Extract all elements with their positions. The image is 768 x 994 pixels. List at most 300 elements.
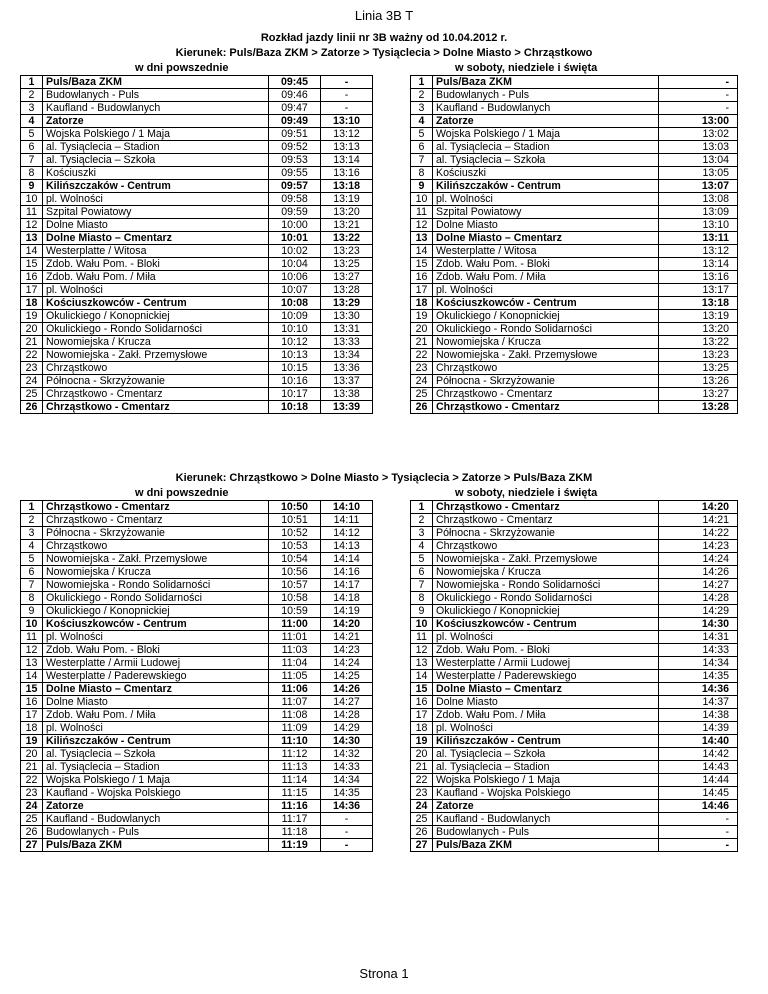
table-row: [21, 115, 738, 128]
stop-name: Szpital Powiatowy: [433, 206, 659, 219]
departure-time: 09:59: [269, 206, 321, 219]
column-gap: [373, 813, 411, 826]
departure-time: 10:53: [269, 540, 321, 553]
table-row: [21, 89, 738, 102]
departure-time: 14:13: [321, 540, 373, 553]
departure-time: 13:09: [659, 206, 738, 219]
column-gap: [373, 362, 411, 375]
stop-name: Westerplatte / Witosa: [43, 245, 269, 258]
column-gap: [373, 709, 411, 722]
table-row: [21, 839, 738, 852]
departure-time: 13:12: [659, 245, 738, 258]
stop-number: 20: [411, 323, 433, 336]
departure-time: 13:02: [659, 128, 738, 141]
departure-time: 10:08: [269, 297, 321, 310]
stop-number: 2: [411, 514, 433, 527]
departure-time: 13:33: [321, 336, 373, 349]
stop-name: Nowomiejska - Zakł. Przemysłowe: [433, 553, 659, 566]
stop-name: Nowomiejska - Zakł. Przemysłowe: [433, 349, 659, 362]
departure-time: 14:26: [321, 683, 373, 696]
stop-name: Chrząstkowo - Cmentarz: [43, 514, 269, 527]
departure-time: 11:05: [269, 670, 321, 683]
departure-time: 13:05: [659, 167, 738, 180]
stop-number: 23: [21, 362, 43, 375]
stop-number: 16: [21, 271, 43, 284]
column-gap: [373, 310, 411, 323]
column-gap: [373, 527, 411, 540]
departure-time: 11:14: [269, 774, 321, 787]
stop-name: Okulickiego / Konopnickiej: [43, 310, 269, 323]
stop-name: Nowomiejska - Zakł. Przemysłowe: [43, 349, 269, 362]
column-gap: [373, 167, 411, 180]
weekday-label-2: w dni powszednie: [135, 487, 229, 499]
stop-name: Kilińszczaków - Centrum: [433, 735, 659, 748]
departure-time: 11:09: [269, 722, 321, 735]
stop-name: Chrząstkowo - Cmentarz: [433, 388, 659, 401]
departure-time: 13:14: [321, 154, 373, 167]
column-gap: [373, 735, 411, 748]
departure-time: 13:17: [659, 284, 738, 297]
table-row: [21, 141, 738, 154]
stop-name: Chrząstkowo - Cmentarz: [43, 501, 269, 514]
stop-number: 10: [411, 618, 433, 631]
stop-name: al. Tysiąclecia – Stadion: [433, 761, 659, 774]
departure-time: -: [321, 826, 373, 839]
departure-time: 10:17: [269, 388, 321, 401]
table-row: [21, 540, 738, 553]
column-gap: [373, 323, 411, 336]
stop-name: Kaufland - Budowlanych: [43, 813, 269, 826]
stop-number: 19: [21, 735, 43, 748]
stop-number: 4: [411, 540, 433, 553]
departure-time: 13:38: [321, 388, 373, 401]
column-gap: [373, 566, 411, 579]
departure-time: 13:28: [321, 284, 373, 297]
stop-number: 16: [21, 696, 43, 709]
table-row: [21, 219, 738, 232]
stop-name: Dolne Miasto – Cmentarz: [433, 683, 659, 696]
departure-time: -: [321, 813, 373, 826]
stop-number: 12: [21, 644, 43, 657]
departure-time: 11:01: [269, 631, 321, 644]
stop-number: 23: [411, 787, 433, 800]
departure-time: 13:18: [659, 297, 738, 310]
column-gap: [373, 592, 411, 605]
stop-number: 10: [411, 193, 433, 206]
departure-time: 11:12: [269, 748, 321, 761]
table-row: [21, 826, 738, 839]
departure-time: 10:51: [269, 514, 321, 527]
stop-name: Dolne Miasto – Cmentarz: [43, 683, 269, 696]
departure-time: 09:52: [269, 141, 321, 154]
stop-number: 8: [21, 592, 43, 605]
stop-name: Zdob. Wału Pom. / Miła: [433, 271, 659, 284]
departure-time: 14:17: [321, 579, 373, 592]
stop-name: Chrząstkowo - Cmentarz: [433, 501, 659, 514]
departure-time: 13:28: [659, 401, 738, 414]
stop-number: 7: [21, 579, 43, 592]
stop-name: Kościuszkowców - Centrum: [433, 618, 659, 631]
departure-time: 11:19: [269, 839, 321, 852]
table-row: [21, 735, 738, 748]
departure-time: 14:38: [659, 709, 738, 722]
table-row: [21, 388, 738, 401]
departure-time: 13:27: [659, 388, 738, 401]
stop-number: 3: [21, 102, 43, 115]
stop-number: 10: [21, 618, 43, 631]
table-row: [21, 245, 738, 258]
departure-time: 14:21: [659, 514, 738, 527]
table-row: [21, 566, 738, 579]
stop-number: 13: [411, 657, 433, 670]
departure-time: 13:20: [659, 323, 738, 336]
stop-name: Nowomiejska - Rondo Solidarności: [43, 579, 269, 592]
departure-time: 14:23: [659, 540, 738, 553]
departure-time: 13:22: [659, 336, 738, 349]
stop-number: 2: [21, 514, 43, 527]
column-gap: [373, 774, 411, 787]
stop-name: pl. Wolności: [43, 631, 269, 644]
stop-name: Westerplatte / Paderewskiego: [433, 670, 659, 683]
stop-name: Zatorze: [43, 115, 269, 128]
column-gap: [373, 631, 411, 644]
timetable-direction-2: [20, 500, 738, 852]
table-row: [21, 180, 738, 193]
table-row: [21, 618, 738, 631]
table-row: [21, 501, 738, 514]
stop-name: Kaufland - Wojska Polskiego: [433, 787, 659, 800]
page-footer: Strona 1: [359, 966, 409, 981]
column-gap: [373, 553, 411, 566]
stop-number: 16: [411, 271, 433, 284]
stop-name: Chrząstkowo: [43, 540, 269, 553]
departure-time: 14:44: [659, 774, 738, 787]
stop-number: 6: [411, 566, 433, 579]
departure-time: 14:43: [659, 761, 738, 774]
stop-number: 9: [21, 180, 43, 193]
stop-number: 20: [21, 323, 43, 336]
departure-time: 09:47: [269, 102, 321, 115]
departure-time: 13:03: [659, 141, 738, 154]
departure-time: 13:25: [321, 258, 373, 271]
departure-time: 11:16: [269, 800, 321, 813]
departure-time: -: [659, 89, 738, 102]
stop-name: Chrząstkowo - Cmentarz: [433, 401, 659, 414]
stop-name: Zdob. Wału Pom. - Bloki: [43, 258, 269, 271]
departure-time: 13:29: [321, 297, 373, 310]
stop-name: Okulickiego - Rondo Solidarności: [433, 323, 659, 336]
stop-number: 18: [21, 297, 43, 310]
stop-number: 3: [411, 527, 433, 540]
stop-name: Dolne Miasto: [43, 696, 269, 709]
stop-name: Okulickiego - Rondo Solidarności: [433, 592, 659, 605]
stop-number: 12: [21, 219, 43, 232]
table-row: [21, 271, 738, 284]
departure-time: 14:24: [321, 657, 373, 670]
stop-name: Kaufland - Budowlanych: [43, 102, 269, 115]
stop-name: Zdob. Wału Pom. - Bloki: [433, 644, 659, 657]
table-row: [21, 297, 738, 310]
stop-number: 24: [411, 800, 433, 813]
stop-number: 24: [21, 800, 43, 813]
departure-time: 09:53: [269, 154, 321, 167]
stop-number: 13: [411, 232, 433, 245]
stop-number: 10: [21, 193, 43, 206]
stop-number: 21: [411, 761, 433, 774]
stop-name: Nowomiejska - Rondo Solidarności: [433, 579, 659, 592]
table-row: [21, 683, 738, 696]
stop-number: 1: [21, 501, 43, 514]
stop-number: 22: [21, 774, 43, 787]
departure-time: 09:45: [269, 76, 321, 89]
departure-time: 10:54: [269, 553, 321, 566]
table-row: [21, 709, 738, 722]
departure-time: 14:33: [659, 644, 738, 657]
stop-number: 13: [21, 232, 43, 245]
column-gap: [373, 501, 411, 514]
stop-number: 14: [21, 670, 43, 683]
departure-time: 13:22: [321, 232, 373, 245]
stop-name: Północna - Skrzyżowanie: [43, 527, 269, 540]
stop-number: 25: [411, 813, 433, 826]
stop-number: 6: [21, 566, 43, 579]
table-row: [21, 401, 738, 414]
departure-time: 14:30: [321, 735, 373, 748]
stop-name: Kaufland - Budowlanych: [433, 813, 659, 826]
departure-time: -: [659, 839, 738, 852]
column-gap: [373, 683, 411, 696]
stop-name: Okulickiego / Konopnickiej: [433, 605, 659, 618]
stop-name: Zdob. Wału Pom. - Bloki: [433, 258, 659, 271]
departure-time: 09:51: [269, 128, 321, 141]
departure-time: 14:36: [659, 683, 738, 696]
departure-time: 14:19: [321, 605, 373, 618]
stop-number: 3: [21, 527, 43, 540]
stop-number: 18: [21, 722, 43, 735]
stop-name: Kaufland - Budowlanych: [433, 102, 659, 115]
table-row: [21, 336, 738, 349]
stop-number: 12: [411, 219, 433, 232]
departure-time: 14:35: [659, 670, 738, 683]
page-title: Linia 3B T: [354, 8, 414, 23]
column-gap: [373, 618, 411, 631]
stop-number: 7: [21, 154, 43, 167]
column-gap: [373, 657, 411, 670]
departure-time: 13:11: [659, 232, 738, 245]
stop-name: Chrząstkowo: [433, 362, 659, 375]
stop-name: Północna - Skrzyżowanie: [43, 375, 269, 388]
stop-name: pl. Wolności: [43, 284, 269, 297]
column-gap: [373, 722, 411, 735]
departure-time: 14:21: [321, 631, 373, 644]
departure-time: 10:04: [269, 258, 321, 271]
column-gap: [373, 180, 411, 193]
timetable-heading: Rozkład jazdy linii nr 3B ważny od 10.04.2012 r.: [260, 32, 508, 44]
departure-time: 13:34: [321, 349, 373, 362]
departure-time: -: [321, 102, 373, 115]
table-row: [21, 579, 738, 592]
departure-time: 14:25: [321, 670, 373, 683]
departure-time: 14:29: [659, 605, 738, 618]
departure-time: -: [321, 839, 373, 852]
departure-time: 11:07: [269, 696, 321, 709]
stop-name: Zatorze: [433, 115, 659, 128]
departure-time: 13:23: [321, 245, 373, 258]
stop-number: 14: [411, 670, 433, 683]
table-row: [21, 761, 738, 774]
departure-time: 13:31: [321, 323, 373, 336]
table-row: [21, 631, 738, 644]
table-row: [21, 375, 738, 388]
stop-number: 20: [411, 748, 433, 761]
departure-time: 09:49: [269, 115, 321, 128]
stop-name: Kościuszki: [43, 167, 269, 180]
table-row: [21, 76, 738, 89]
departure-time: 13:27: [321, 271, 373, 284]
table-row: [21, 553, 738, 566]
departure-time: 14:24: [659, 553, 738, 566]
stop-number: 26: [411, 401, 433, 414]
stop-name: Szpital Powiatowy: [43, 206, 269, 219]
stop-name: Chrząstkowo - Cmentarz: [433, 514, 659, 527]
table-row: [21, 800, 738, 813]
stop-number: 11: [21, 631, 43, 644]
stop-number: 9: [21, 605, 43, 618]
column-gap: [373, 76, 411, 89]
stop-name: Zatorze: [43, 800, 269, 813]
column-gap: [373, 696, 411, 709]
stop-name: Okulickiego / Konopnickiej: [43, 605, 269, 618]
stop-number: 17: [411, 284, 433, 297]
stop-number: 17: [21, 709, 43, 722]
table-row: [21, 813, 738, 826]
departure-time: 13:07: [659, 180, 738, 193]
stop-number: 22: [411, 774, 433, 787]
stop-name: Okulickiego - Rondo Solidarności: [43, 592, 269, 605]
table-row: [21, 748, 738, 761]
stop-name: Kaufland - Wojska Polskiego: [43, 787, 269, 800]
departure-time: 13:12: [321, 128, 373, 141]
stop-name: Westerplatte / Witosa: [433, 245, 659, 258]
departure-time: 09:57: [269, 180, 321, 193]
stop-number: 25: [21, 388, 43, 401]
stop-number: 5: [411, 128, 433, 141]
stop-number: 27: [411, 839, 433, 852]
weekday-label-1: w dni powszednie: [135, 62, 229, 74]
stop-number: 23: [411, 362, 433, 375]
column-gap: [373, 206, 411, 219]
stop-name: pl. Wolności: [433, 631, 659, 644]
column-gap: [373, 579, 411, 592]
table-row: [21, 592, 738, 605]
departure-time: 10:58: [269, 592, 321, 605]
stop-name: Kilińszczaków - Centrum: [43, 180, 269, 193]
departure-time: 13:10: [659, 219, 738, 232]
stop-name: Dolne Miasto – Cmentarz: [433, 232, 659, 245]
stop-name: al. Tysiąclecia – Stadion: [43, 761, 269, 774]
stop-name: al. Tysiąclecia – Szkoła: [433, 154, 659, 167]
stop-number: 4: [21, 115, 43, 128]
departure-time: -: [321, 76, 373, 89]
stop-name: Westerplatte / Armii Ludowej: [43, 657, 269, 670]
departure-time: 11:17: [269, 813, 321, 826]
stop-name: Chrząstkowo: [43, 362, 269, 375]
column-gap: [373, 388, 411, 401]
departure-time: 14:26: [659, 566, 738, 579]
stop-name: Chrząstkowo - Cmentarz: [43, 388, 269, 401]
stop-name: Kościuszki: [433, 167, 659, 180]
departure-time: 14:45: [659, 787, 738, 800]
stop-number: 11: [21, 206, 43, 219]
stop-name: Zdob. Wału Pom. / Miła: [43, 271, 269, 284]
table-row: [21, 323, 738, 336]
stop-number: 2: [21, 89, 43, 102]
departure-time: 10:18: [269, 401, 321, 414]
column-gap: [373, 232, 411, 245]
stop-number: 13: [21, 657, 43, 670]
column-gap: [373, 219, 411, 232]
column-gap: [373, 128, 411, 141]
departure-time: 13:16: [659, 271, 738, 284]
stop-name: Dolne Miasto: [433, 219, 659, 232]
departure-time: 14:37: [659, 696, 738, 709]
table-row: [21, 787, 738, 800]
stop-name: Nowomiejska - Zakł. Przemysłowe: [43, 553, 269, 566]
departure-time: 14:42: [659, 748, 738, 761]
departure-time: 11:00: [269, 618, 321, 631]
departure-time: 13:14: [659, 258, 738, 271]
stop-number: 26: [21, 401, 43, 414]
departure-time: 11:15: [269, 787, 321, 800]
stop-name: Puls/Baza ZKM: [433, 839, 659, 852]
departure-time: 13:36: [321, 362, 373, 375]
table-row: [21, 193, 738, 206]
column-gap: [373, 514, 411, 527]
column-gap: [373, 800, 411, 813]
column-gap: [373, 670, 411, 683]
stop-number: 14: [21, 245, 43, 258]
departure-time: 11:18: [269, 826, 321, 839]
departure-time: 10:59: [269, 605, 321, 618]
table-row: [21, 310, 738, 323]
column-gap: [373, 748, 411, 761]
stop-name: al. Tysiąclecia – Szkoła: [43, 154, 269, 167]
table-row: [21, 206, 738, 219]
departure-time: 13:21: [321, 219, 373, 232]
departure-time: 09:55: [269, 167, 321, 180]
departure-time: -: [659, 813, 738, 826]
stop-number: 6: [21, 141, 43, 154]
departure-time: 10:57: [269, 579, 321, 592]
departure-time: 10:12: [269, 336, 321, 349]
column-gap: [373, 154, 411, 167]
stop-number: 25: [411, 388, 433, 401]
stop-number: 1: [411, 76, 433, 89]
stop-number: 26: [411, 826, 433, 839]
stop-number: 20: [21, 748, 43, 761]
stop-name: Kościuszkowców - Centrum: [433, 297, 659, 310]
departure-time: -: [659, 76, 738, 89]
column-gap: [373, 115, 411, 128]
stop-number: 5: [411, 553, 433, 566]
direction-heading-1: Kierunek: Puls/Baza ZKM > Zatorze > Tysiąclecia > Dolne Miasto > Chrząstkowo: [175, 47, 593, 59]
stop-number: 9: [411, 180, 433, 193]
stop-number: 1: [411, 501, 433, 514]
departure-time: 11:13: [269, 761, 321, 774]
stop-number: 1: [21, 76, 43, 89]
table-row: [21, 349, 738, 362]
departure-time: 11:03: [269, 644, 321, 657]
